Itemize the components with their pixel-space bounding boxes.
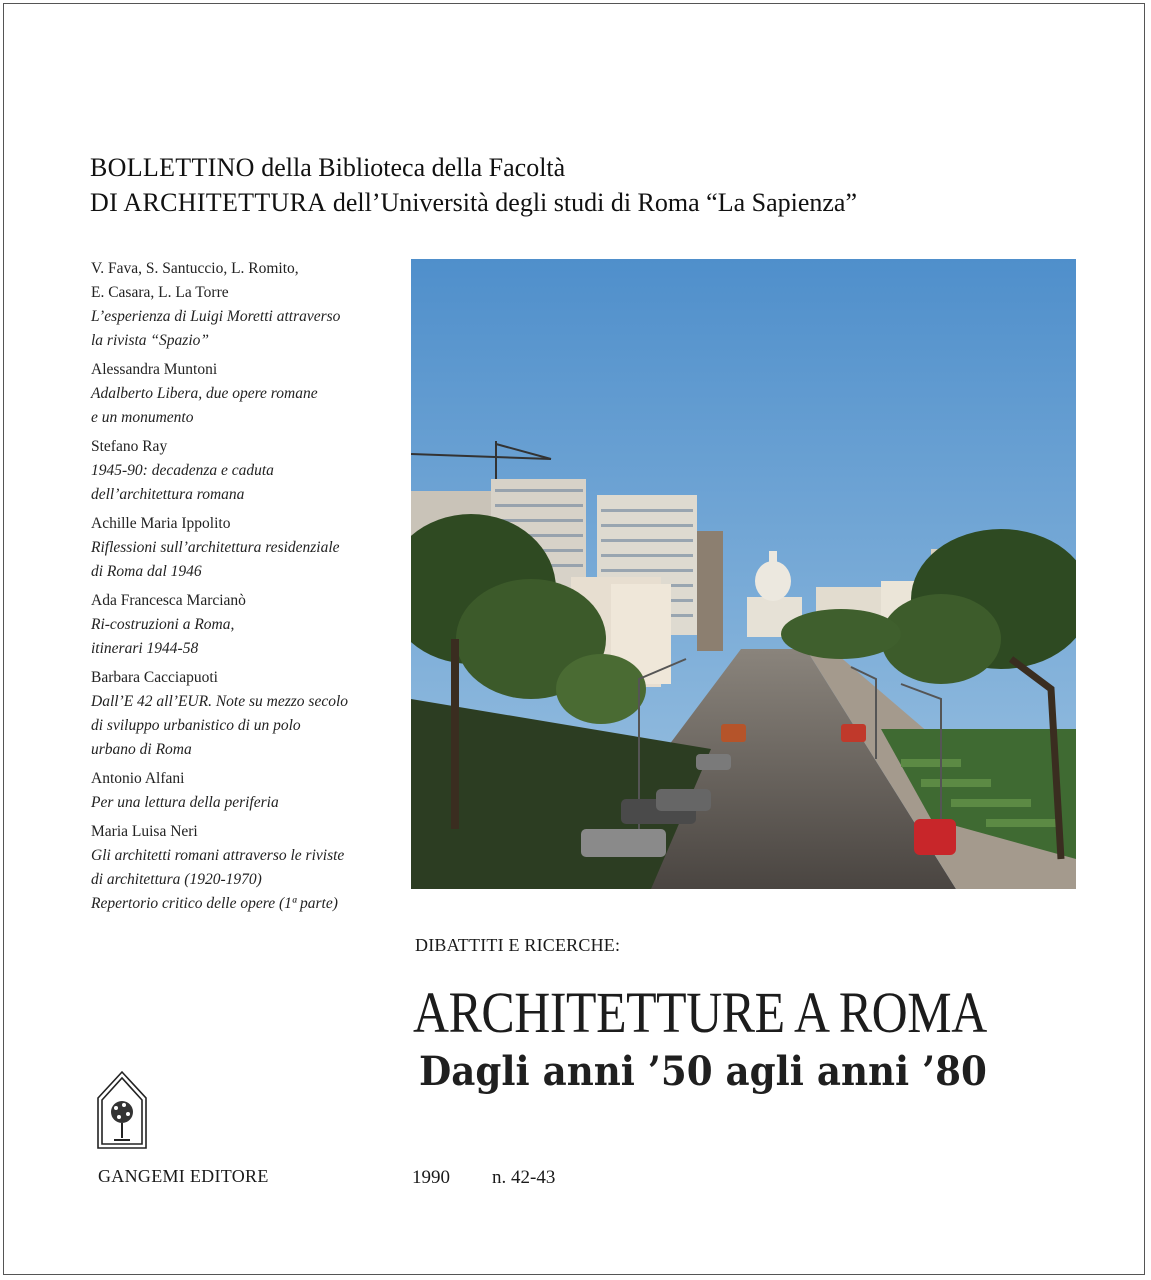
toc-author (91, 820, 391, 844)
toc-author-line: Antonio Alfani (91, 770, 185, 787)
toc-author (91, 358, 391, 382)
toc-entry (91, 666, 391, 762)
toc-title (91, 613, 391, 661)
cover-photo (411, 259, 1076, 889)
section-label: DIBATTITI E RICERCHE: (415, 935, 621, 955)
toc-title-line: Riflessioni sull’architettura residenziale (91, 539, 340, 556)
toc-author-line: Barbara Cacciapuoti (91, 669, 218, 686)
toc-title (91, 844, 391, 916)
toc-author-line: V. Fava, S. Santuccio, L. Romito, (91, 260, 299, 277)
toc-title-line: di architettura (1920-1970) (91, 871, 262, 888)
bulletin-header (90, 150, 857, 220)
toc-author-line: Alessandra Muntoni (91, 361, 218, 378)
header-line-2: DI ARCHITETTURA dell’Università degli studi di Roma “La Sapienza” (90, 188, 858, 217)
toc-author (91, 257, 391, 305)
toc-entry (91, 257, 391, 353)
toc-title (91, 690, 391, 762)
subtitle: Dagli anni ’50 agli anni ’80 (419, 1048, 987, 1095)
table-of-contents (91, 257, 391, 921)
toc-author (91, 435, 391, 459)
toc-title-line: Repertorio critico delle opere (1ª parte) (91, 895, 338, 912)
toc-title-line: Ri-costruzioni a Roma, (91, 616, 235, 633)
toc-entry (91, 589, 391, 661)
toc-title-line: Gli architetti romani attraverso le riviste (91, 847, 345, 864)
main-title: ARCHITETTURE A ROMA (413, 980, 987, 1045)
publisher-logo-icon (94, 1068, 150, 1152)
toc-title-line: dell’architettura romana (91, 486, 245, 503)
toc-title (91, 382, 391, 430)
toc-author (91, 666, 391, 690)
toc-title-line: la rivista “Spazio” (91, 332, 209, 349)
toc-title-line: 1945-90: decadenza e caduta (91, 462, 274, 479)
toc-entry (91, 512, 391, 584)
toc-author-line: Stefano Ray (91, 438, 168, 455)
toc-author-line: Maria Luisa Neri (91, 823, 198, 840)
toc-entry (91, 435, 391, 507)
header-line-1: BOLLETTINO della Biblioteca della Facoltà (90, 153, 566, 182)
toc-author-line: E. Casara, L. La Torre (91, 284, 229, 301)
toc-author (91, 589, 391, 613)
toc-entry (91, 767, 391, 815)
toc-author (91, 767, 391, 791)
toc-title (91, 536, 391, 584)
toc-title-line: urbano di Roma (91, 741, 192, 758)
toc-author-line: Achille Maria Ippolito (91, 515, 231, 532)
toc-title-line: Adalberto Libera, due opere romane (91, 385, 318, 402)
publication-year: 1990 (412, 1167, 450, 1188)
toc-author (91, 512, 391, 536)
toc-title-line: Dall’E 42 all’EUR. Note su mezzo secolo (91, 693, 349, 710)
issue-number: n. 42-43 (492, 1167, 556, 1188)
toc-author-line: Ada Francesca Marcianò (91, 592, 246, 609)
toc-title-line: itinerari 1944-58 (91, 640, 199, 657)
toc-entry (91, 820, 391, 916)
toc-title (91, 459, 391, 507)
toc-title-line: L’esperienza di Luigi Moretti attraverso (91, 308, 341, 325)
toc-title-line: di Roma dal 1946 (91, 563, 202, 580)
toc-title (91, 791, 391, 815)
toc-entry (91, 358, 391, 430)
toc-title-line: e un monumento (91, 409, 194, 426)
toc-title-line: Per una lettura della periferia (91, 794, 279, 811)
toc-title (91, 305, 391, 353)
publisher-name: GANGEMI EDITORE (98, 1166, 269, 1186)
toc-title-line: di sviluppo urbanistico di un polo (91, 717, 301, 734)
